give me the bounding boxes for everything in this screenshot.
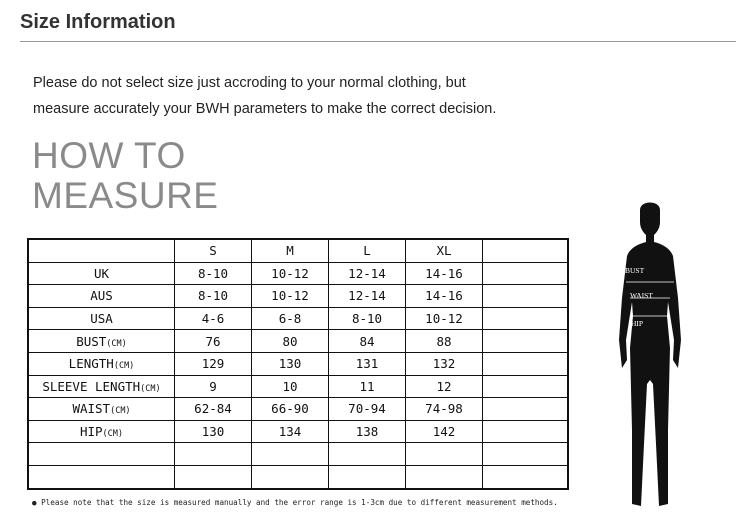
table-cell: 80 [252, 330, 329, 353]
table-row [28, 330, 568, 353]
table-row [28, 420, 568, 443]
table-cell: 10 [252, 375, 329, 398]
note-text: Please note that the size is measured manually and the error range is 1-3cm due to different measurement methods. [41, 498, 558, 507]
table-cell: 74-98 [406, 398, 483, 421]
table-cell: 8-10 [175, 262, 252, 285]
table-cell [175, 443, 252, 466]
row-unit: (CM) [110, 406, 131, 417]
row-label [28, 420, 175, 443]
size-chart-table [27, 238, 569, 490]
column-header [483, 239, 569, 262]
table-cell: 62-84 [175, 398, 252, 421]
table-cell [483, 262, 569, 285]
table-cell: 10-12 [252, 285, 329, 308]
table-cell: 130 [175, 420, 252, 443]
how-to-line-1: HOW TO [32, 135, 186, 176]
table-cell: 12-14 [329, 285, 406, 308]
table-cell: 134 [252, 420, 329, 443]
table-cell: 130 [252, 352, 329, 375]
intro-line-1: Please do not select size just accroding to your normal clothing, but [33, 75, 466, 91]
measurement-note [32, 498, 558, 507]
table-cell: 131 [329, 352, 406, 375]
table-cell: 88 [406, 330, 483, 353]
table-row [28, 285, 568, 308]
bust-label: BUST [625, 266, 645, 275]
table-cell [406, 443, 483, 466]
table-row [28, 398, 568, 421]
table-row [28, 352, 568, 375]
table-cell [329, 465, 406, 488]
column-header: XL [406, 239, 483, 262]
table-cell [483, 420, 569, 443]
table-cell: 142 [406, 420, 483, 443]
intro-line-2: measure accurately your BWH parameters to make the correct decision. [33, 101, 497, 117]
table-row [28, 375, 568, 398]
table-cell: 8-10 [329, 307, 406, 330]
row-label-text: WAIST [72, 401, 111, 417]
row-label [28, 307, 175, 330]
table-row [28, 262, 568, 285]
bullet-icon: ● [32, 498, 42, 507]
table-cell [252, 443, 329, 466]
row-unit: (CM) [102, 429, 124, 440]
table-cell [483, 375, 569, 398]
column-header [28, 239, 175, 262]
table-row [28, 307, 568, 330]
title-divider [20, 41, 736, 42]
table-cell: 10-12 [252, 262, 329, 285]
row-label-text: SLEEVE LENGTH [42, 378, 141, 394]
table-cell [406, 465, 483, 488]
row-label [28, 375, 175, 398]
table-row [28, 465, 568, 488]
table-cell [252, 465, 329, 488]
row-label [28, 330, 175, 353]
column-header: L [329, 239, 406, 262]
table-cell: 14-16 [406, 262, 483, 285]
table-cell [329, 443, 406, 466]
row-label [28, 352, 175, 375]
table-cell: 12 [406, 375, 483, 398]
table-cell: 10-12 [406, 307, 483, 330]
table-cell [483, 465, 569, 488]
row-label-text: AUS [90, 288, 113, 304]
row-label [28, 398, 175, 421]
row-label [28, 285, 175, 308]
table-cell: 4-6 [175, 307, 252, 330]
table-cell: 11 [329, 375, 406, 398]
row-label [28, 465, 175, 488]
table-cell [483, 307, 569, 330]
row-label-text: UK [93, 265, 110, 281]
table-cell [483, 352, 569, 375]
table-cell [483, 330, 569, 353]
column-header: S [175, 239, 252, 262]
table-cell: 12-14 [329, 262, 406, 285]
row-label [28, 443, 175, 466]
row-unit: (CM) [113, 361, 135, 372]
table-cell [483, 285, 569, 308]
table-cell: 138 [329, 420, 406, 443]
row-unit: (CM) [106, 338, 127, 349]
table-cell [175, 465, 252, 488]
waist-label: WAIST [630, 291, 653, 300]
table-cell [483, 398, 569, 421]
table-cell: 70-94 [329, 398, 406, 421]
table-cell: 14-16 [406, 285, 483, 308]
table-cell: 9 [175, 375, 252, 398]
table-cell [483, 443, 569, 466]
row-unit: (CM) [140, 383, 161, 394]
row-label-text: LENGTH [68, 356, 114, 372]
table-cell: 84 [329, 330, 406, 353]
table-cell: 129 [175, 352, 252, 375]
how-to-line-2: MEASURE [32, 175, 219, 216]
row-label-text: BUST [76, 333, 107, 349]
table-row [28, 443, 568, 466]
table-cell: 132 [406, 352, 483, 375]
table-cell: 8-10 [175, 285, 252, 308]
hip-label: HIP [631, 319, 644, 328]
how-to-measure-heading [32, 136, 218, 216]
intro-text [33, 70, 496, 122]
table-cell: 6-8 [252, 307, 329, 330]
row-label-text: USA [90, 311, 113, 327]
row-label-text: HIP [79, 424, 103, 440]
body-silhouette-icon [610, 198, 690, 510]
column-header: M [252, 239, 329, 262]
table-cell: 66-90 [252, 398, 329, 421]
table-cell: 76 [175, 330, 252, 353]
row-label [28, 262, 175, 285]
table-header-row [28, 239, 568, 262]
page-title: Size Information [20, 11, 176, 33]
